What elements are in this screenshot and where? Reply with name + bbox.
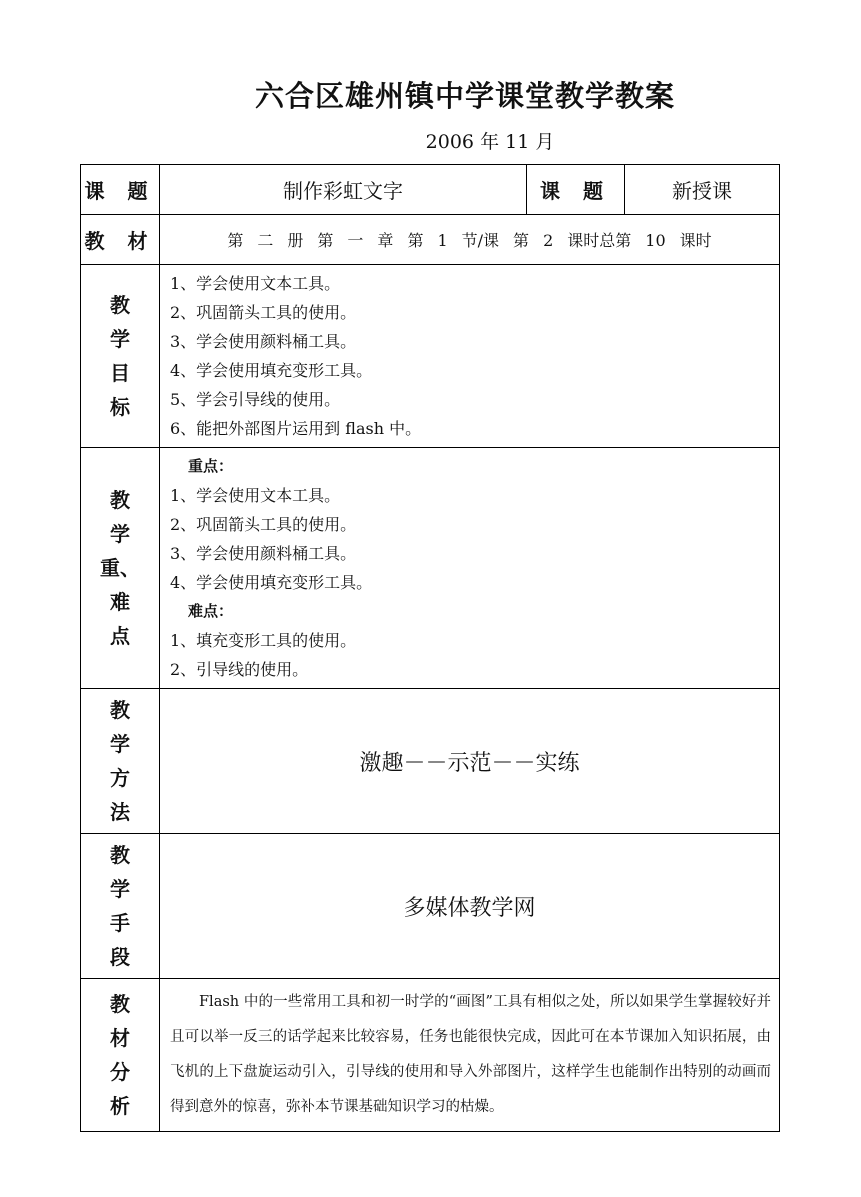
topic-label: 课 题 [81,165,160,215]
means-label: 教 学 手 段 [81,834,160,979]
method-label: 教 学 方 法 [81,689,160,834]
textbook-part: 课时 [679,231,712,250]
textbook-part: 二 [257,231,274,250]
means-row [81,834,780,979]
textbook-part: 第 [407,231,424,250]
textbook-part: 节/课 [461,231,500,250]
list-item: 6、能把外部图片运用到 flash 中。 [170,419,422,438]
list-item: 2、引导线的使用。 [170,660,309,679]
textbook-part: 10 [645,231,666,250]
list-item: 1、学会使用文本工具。 [170,486,341,505]
list-item: 4、学会使用填充变形工具。 [170,361,373,380]
textbook-part: 册 [287,231,304,250]
goals-label: 教 学 目 标 [81,265,160,448]
list-item: 2、巩固箭头工具的使用。 [170,515,357,534]
key-points-label: 教 学 重、 难 点 [81,448,160,689]
key-points-list [160,448,780,689]
textbook-part: 一 [347,231,364,250]
analysis-label: 教 材 分 析 [81,979,160,1132]
focus-heading: 重点： [188,457,234,475]
lesson-type-label: 课 题 [527,165,625,215]
textbook-row [81,215,780,265]
list-item: 3、学会使用颜料桶工具。 [170,332,357,351]
textbook-part: 第 [513,231,530,250]
analysis-text: Flash 中的一些常用工具和初一时学的“画图”工具有相似之处，所以如果学生掌握较好并且可以举一反三的话学起来比较容易，任务也能很快完成，因此可在本节课加入知识拓展，由飞机的上下盘旋运动引入，引导线的使用和导入外部图片，这样学生也能制作出特别的动画而得到意外的惊喜，弥补本节课基础知识学习的枯燥。 [160,979,780,1132]
document-date: 2006 年 11 月 [425,131,555,153]
textbook-part: 课时总第 [567,231,632,250]
lesson-plan-table [80,164,780,1132]
analysis-row [81,979,780,1132]
textbook-part: 1 [437,231,448,250]
textbook-part: 第 [227,231,244,250]
list-item: 5、学会引导线的使用。 [170,390,341,409]
method-value: 激趣－－示范－－实练 [160,689,780,834]
textbook-label: 教 材 [81,215,160,265]
list-item: 1、填充变形工具的使用。 [170,631,357,650]
document-title: 六合区雄州镇中学课堂教学教案 [254,79,675,113]
topic-value: 制作彩虹文字 [160,165,527,215]
method-row [81,689,780,834]
textbook-part: 第 [317,231,334,250]
textbook-value [160,215,780,265]
lesson-type-value: 新授课 [625,165,780,215]
means-value: 多媒体教学网 [160,834,780,979]
topic-row [81,165,780,215]
goals-row [81,265,780,448]
textbook-part: 章 [377,231,394,250]
goals-list [160,265,780,448]
list-item: 4、学会使用填充变形工具。 [170,573,373,592]
textbook-part: 2 [543,231,554,250]
difficulty-heading: 难点： [188,602,234,620]
key-points-row [81,448,780,689]
list-item: 1、学会使用文本工具。 [170,274,341,293]
list-item: 3、学会使用颜料桶工具。 [170,544,357,563]
list-item: 2、巩固箭头工具的使用。 [170,303,357,322]
